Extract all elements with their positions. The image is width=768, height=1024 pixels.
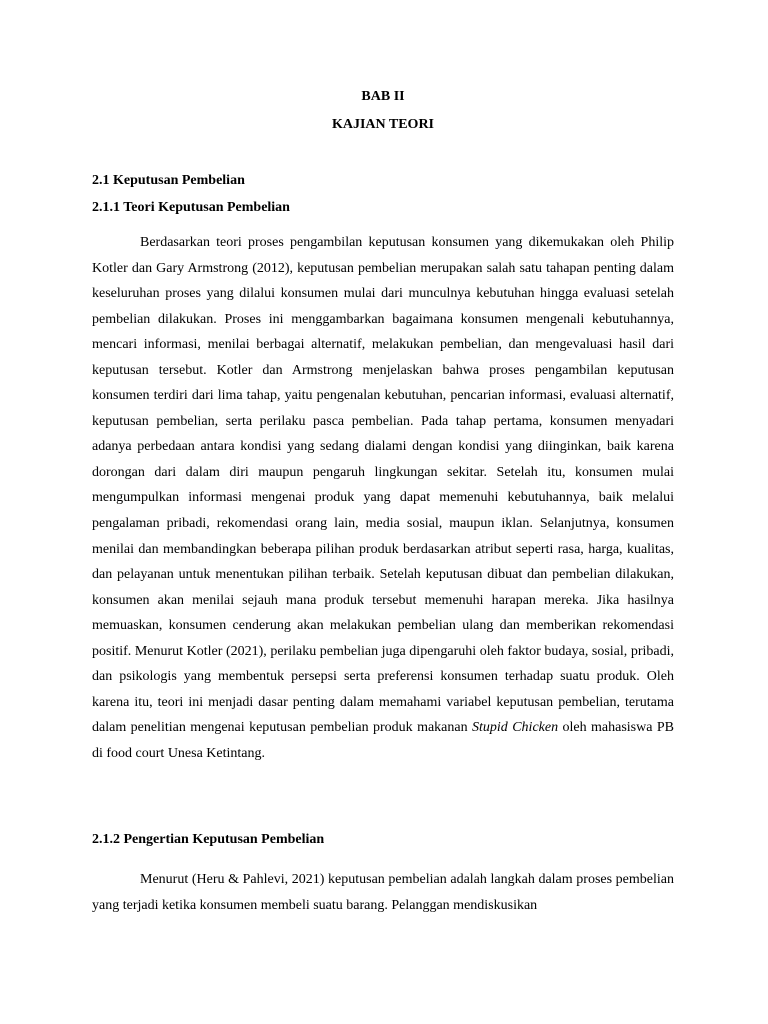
body-paragraph-2-1-2: Menurut (Heru & Pahlevi, 2021) keputusan pembelian adalah langkah dalam proses pembelian yang terjadi ketika konsumen membeli suatu barang. Pelanggan mendiskusikan bbox=[92, 872, 674, 913]
italic-product-name: Stupid Chicken bbox=[472, 720, 559, 736]
body-paragraph-2-1-1 bbox=[92, 230, 674, 766]
paragraph-text: Berdasarkan teori proses pengambilan keputusan konsumen yang dikemukakan oleh Philip Kotler dan Gary Armstrong (2012), keputusan pembelian merupakan salah satu tahapan penting dalam keseluruhan proses yang dilalui konsumen mulai dari munculnya kebutuhan hingga evaluasi setelah pembelian dilakukan. Proses ini menggambarkan bagaimana konsumen mengenali kebutuhannya, mencari informasi, menilai berbagai alternatif, melakukan pembelian, dan mengevaluasi hasil dari keputusan tersebut. Kotler dan Armstrong menjelaskan bahwa proses pengambilan keputusan konsumen terdiri dari lima tahap, yaitu pengenalan kebutuhan, pencarian informasi, evaluasi alternatif, keputusan pembelian, serta perilaku pasca pembelian. Pada tahap pertama, konsumen menyadari adanya perbedaan antara kondisi yang sedang dialami dengan kondisi yang diinginkan, baik karena dorongan dari dalam diri maupun pengaruh lingkungan sekitar. Setelah itu, konsumen mulai mengumpulkan informasi mengenai produk yang dapat memenuhi kebutuhannya, baik melalui pengalaman pribadi, rekomendasi orang lain, media sosial, maupun iklan. Selanjutnya, konsumen menilai dan membandingkan beberapa pilihan produk berdasarkan atribut seperti rasa, harga, kualitas, dan pelayanan untuk menentukan pilihan terbaik. Setelah keputusan dibuat dan pembelian dilakukan, konsumen akan menilai sejauh mana produk tersebut memenuhi harapan mereka. Jika hasilnya memuaskan, konsumen cenderung akan melakukan pembelian ulang dan memberikan rekomendasi positif. Menurut Kotler (2021), perilaku pembelian juga dipengaruhi oleh faktor budaya, sosial, pribadi, dan psikologis yang membentuk persepsi serta preferensi konsumen terhadap suatu produk. Oleh karena itu, teori ini menjadi dasar penting dalam memahami variabel keputusan pembelian, terutama dalam penelitian mengenai keputusan pembelian produk makanan bbox=[92, 235, 674, 736]
subsection-heading-2-1-2: 2.1.2 Pengertian Keputusan Pembelian bbox=[92, 832, 325, 847]
subsection-heading-2-1-1: 2.1.1 Teori Keputusan Pembelian bbox=[92, 200, 290, 215]
chapter-number: BAB II bbox=[361, 89, 405, 104]
section-heading: 2.1 Keputusan Pembelian bbox=[92, 173, 245, 188]
paragraph-text-end: oleh mahasiswa PB di food court Unesa Ketintang. bbox=[92, 720, 674, 761]
chapter-title: KAJIAN TEORI bbox=[331, 117, 435, 132]
